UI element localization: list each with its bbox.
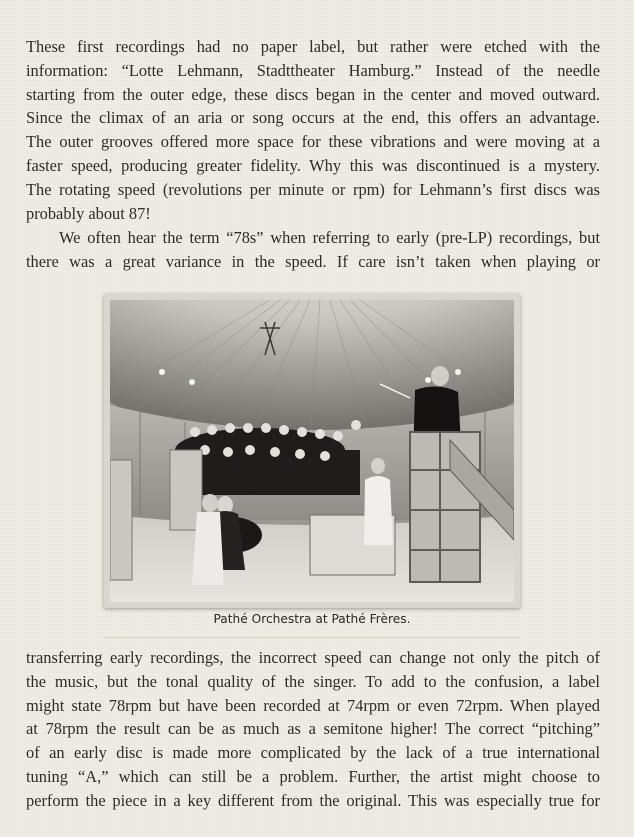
continued-paragraph	[26, 646, 600, 813]
text-line: there was a great variance in the speed. If care isn’t taken when playing or	[26, 251, 600, 271]
figure-frame	[104, 294, 520, 608]
text-line: the music, but the tonal quality of the singer. To add to the confusion, a label	[26, 671, 600, 691]
text-line: starting from the outer edge, these discs began in the center and moved outward.	[26, 84, 600, 104]
text-line: We often hear the term “78s” when referring to early (pre-LP) recordings, but	[59, 228, 600, 247]
text-line: at 78rpm the result can be as much as a semitone higher! The correct “pitching”	[26, 719, 600, 739]
text-line: perform the piece in a key different from the original. This was especially true for	[26, 790, 600, 810]
text-line: faster speed, producing greater fidelity. Why this was discontinued is a mystery.	[26, 155, 600, 175]
text-line: of an early disc is made more complicated by the lack of a true international	[26, 743, 600, 763]
text-line: might state 78rpm but have been recorded at 74rpm or even 72rpm. When played	[26, 695, 600, 715]
orchestra-photo	[110, 300, 514, 602]
text-line: transferring early recordings, the incorrect speed can change not only the pitch of	[26, 648, 600, 667]
text-line: The outer grooves offered more space for these vibrations and were moving at a	[26, 132, 600, 152]
text-line: probably about 87!	[26, 203, 151, 223]
text-line: These first recordings had no paper label, but rather were etched with the	[26, 37, 600, 56]
text-line: Since the climax of an aria or song occurs at the end, this offers an advantage.	[26, 108, 600, 128]
divider	[104, 637, 520, 638]
figure-caption: Pathé Orchestra at Pathé Frères.	[213, 612, 411, 626]
text-line: information: “Lotte Lehmann, Stadttheater Hamburg.” Instead of the needle	[26, 60, 600, 80]
top-paragraph	[26, 35, 600, 225]
second-paragraph	[26, 226, 600, 274]
text-line: The rotating speed (revolutions per minute or rpm) for Lehmann’s first discs was	[26, 179, 600, 199]
text-line: tuning “A,” which can still be a problem. Further, the artist might choose to	[26, 766, 600, 786]
